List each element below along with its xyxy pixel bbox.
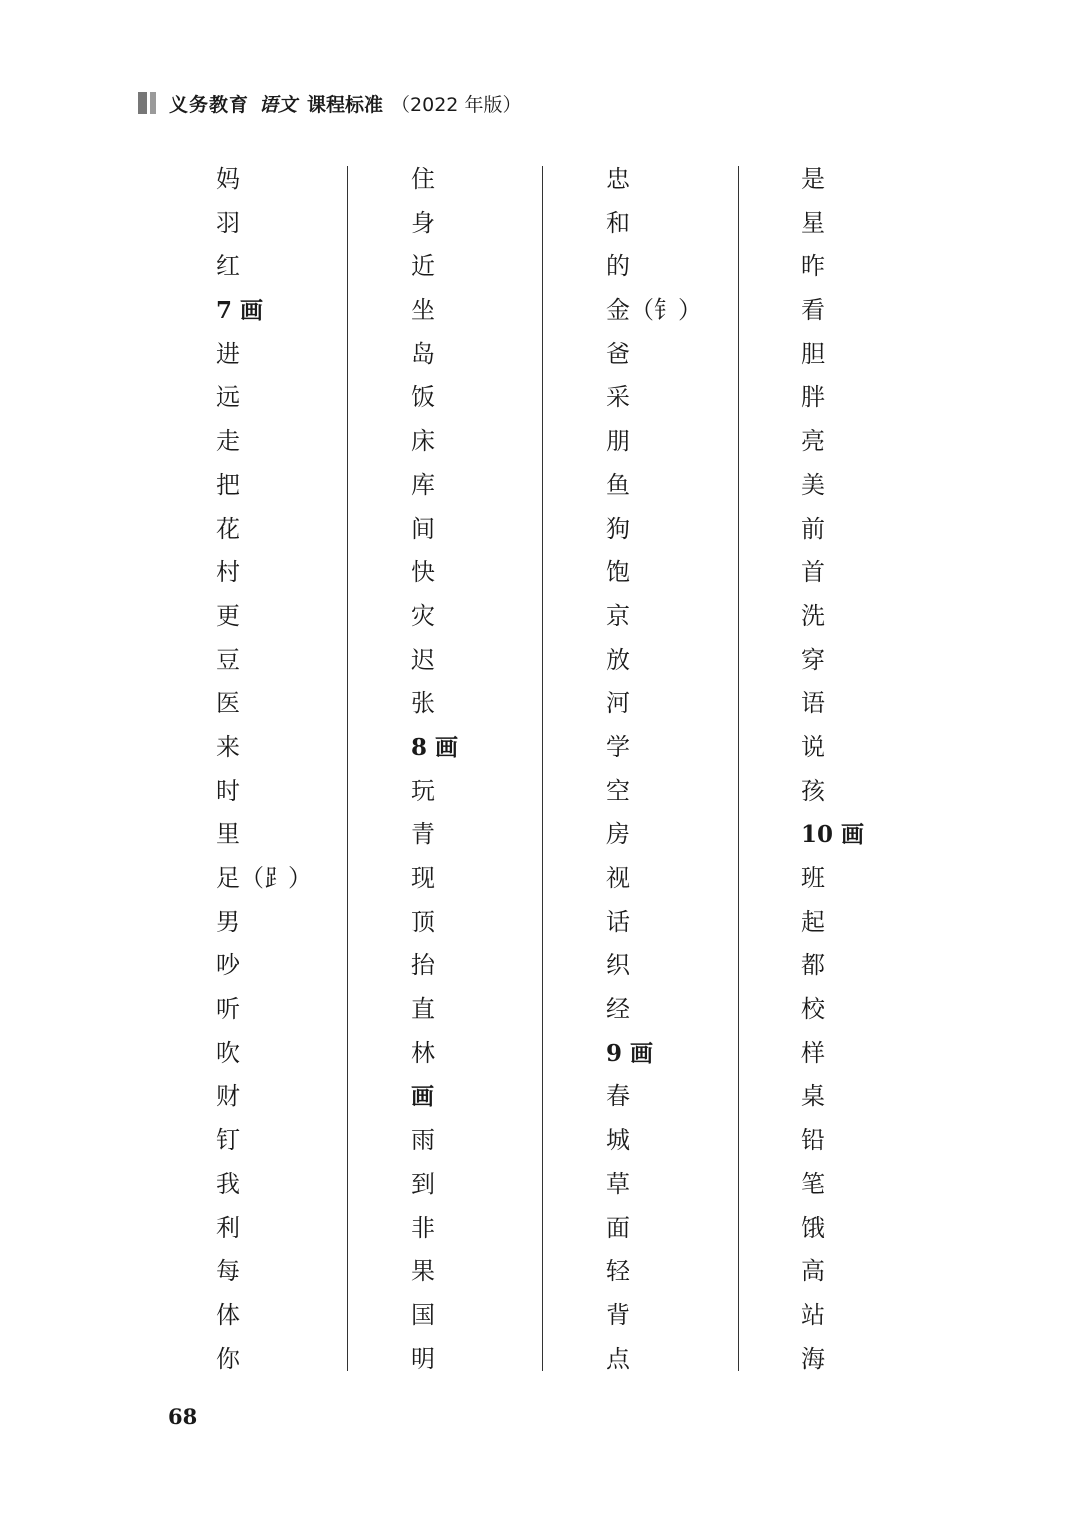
- character-entry: 爸: [606, 339, 630, 368]
- character-list: [150, 158, 990, 1378]
- character-entry: 我: [216, 1169, 240, 1198]
- character-column-4: [801, 158, 1001, 1381]
- header-standard: 课程标准: [307, 93, 384, 116]
- character-entry: 经: [606, 995, 630, 1024]
- character-entry: 体: [216, 1300, 240, 1329]
- stroke-count-heading: 9 画: [606, 1039, 654, 1067]
- character-entry: 首: [801, 558, 825, 587]
- character-entry: 胆: [801, 339, 825, 368]
- column-divider: [347, 166, 348, 1371]
- character-entry: 利: [216, 1213, 240, 1242]
- character-entry: 抬: [411, 951, 435, 980]
- character-entry: 红: [216, 252, 240, 281]
- header-bars-icon: [138, 92, 159, 114]
- character-entry: 房: [606, 820, 630, 849]
- character-entry: 吵: [216, 951, 240, 980]
- character-entry: 远: [216, 383, 240, 412]
- character-entry: 直: [411, 995, 435, 1024]
- character-entry: 快: [411, 558, 435, 587]
- character-entry: 来: [216, 732, 240, 761]
- character-entry: 库: [411, 470, 435, 499]
- character-entry: 财: [216, 1082, 240, 1111]
- character-entry: 桌: [801, 1082, 825, 1111]
- character-entry: 到: [411, 1169, 435, 1198]
- character-entry: 样: [801, 1038, 825, 1067]
- character-column-3: [606, 158, 806, 1381]
- character-entry: 前: [801, 514, 825, 543]
- character-entry: 村: [216, 558, 240, 587]
- character-entry: 采: [606, 383, 630, 412]
- character-entry: 校: [801, 995, 825, 1024]
- character-entry: 笔: [801, 1169, 825, 1198]
- page-number: 68: [168, 1404, 198, 1429]
- character-entry: 明: [411, 1344, 435, 1373]
- character-entry: 语: [801, 689, 825, 718]
- stroke-count-heading: 画: [411, 1083, 434, 1111]
- header-bar: [138, 92, 147, 114]
- header-edition: （2022 年版）: [391, 93, 522, 116]
- character-entry: 洗: [801, 601, 825, 630]
- header-bar: [150, 92, 156, 114]
- header-title: 义务教育: [169, 93, 250, 116]
- character-entry: 看: [801, 296, 825, 325]
- character-entry: 饱: [606, 558, 630, 587]
- character-entry: 美: [801, 470, 825, 499]
- character-entry: 孩: [801, 776, 825, 805]
- character-entry: 非: [411, 1213, 435, 1242]
- character-entry: 坐: [411, 296, 435, 325]
- running-header: [138, 88, 521, 118]
- character-entry: 织: [606, 951, 630, 980]
- character-entry: 说: [801, 732, 825, 761]
- character-entry: 羽: [216, 208, 240, 237]
- character-entry: 轻: [606, 1257, 630, 1286]
- character-column-2: [411, 158, 611, 1381]
- character-entry: 住: [411, 165, 435, 193]
- character-entry: 学: [606, 732, 630, 761]
- character-entry: 青: [411, 820, 435, 849]
- character-entry: 吹: [216, 1038, 240, 1067]
- character-entry: 间: [411, 514, 435, 543]
- character-column-1: [216, 158, 416, 1381]
- character-entry: 起: [801, 907, 825, 936]
- character-entry: 雨: [411, 1126, 435, 1155]
- character-entry: 走: [216, 427, 240, 456]
- character-entry: 胖: [801, 383, 825, 412]
- character-entry: 里: [216, 820, 240, 849]
- character-entry: 妈: [216, 165, 240, 193]
- character-entry: 视: [606, 864, 630, 892]
- stroke-count-heading: 8 画: [411, 733, 459, 761]
- character-entry: 朋: [606, 427, 630, 456]
- character-entry: 草: [606, 1169, 630, 1198]
- character-entry: 铅: [801, 1126, 825, 1155]
- character-entry: 床: [411, 427, 435, 456]
- character-entry: 男: [216, 907, 240, 936]
- character-entry: 班: [801, 864, 825, 892]
- character-entry: 听: [216, 995, 240, 1024]
- column-divider: [738, 166, 739, 1371]
- character-entry: 点: [606, 1344, 630, 1373]
- character-entry: 放: [606, 645, 630, 674]
- character-entry: 岛: [411, 339, 435, 368]
- character-entry: 花: [216, 514, 240, 543]
- character-entry: 穿: [801, 645, 825, 674]
- stroke-count-heading: 10 画: [801, 821, 865, 849]
- column-divider: [542, 166, 543, 1371]
- character-entry: 更: [216, 601, 240, 630]
- character-entry: 国: [411, 1300, 435, 1329]
- character-entry: 顶: [411, 907, 435, 936]
- stroke-count-heading: 7 画: [216, 297, 264, 325]
- character-entry: 现: [411, 864, 435, 892]
- character-entry: 时: [216, 776, 240, 805]
- character-entry: 忠: [606, 165, 630, 193]
- header-subject: 语文: [259, 93, 298, 116]
- character-entry: 京: [606, 601, 630, 630]
- character-entry: 春: [606, 1082, 630, 1111]
- character-entry: 张: [411, 689, 435, 718]
- character-entry: 鱼: [606, 470, 630, 499]
- character-entry: 林: [411, 1038, 435, 1067]
- character-entry: 玩: [411, 776, 435, 805]
- character-entry: 河: [606, 689, 630, 718]
- character-entry: 把: [216, 470, 240, 499]
- character-entry: 都: [801, 951, 825, 980]
- character-entry: 灾: [411, 601, 435, 630]
- character-entry: 每: [216, 1257, 240, 1286]
- character-entry: 是: [801, 165, 825, 193]
- character-entry: 和: [606, 208, 630, 237]
- character-entry: 医: [216, 689, 240, 718]
- character-entry: 亮: [801, 427, 825, 456]
- character-entry: 话: [606, 907, 630, 936]
- character-entry: 钉: [216, 1126, 240, 1155]
- character-entry: 进: [216, 339, 240, 368]
- character-entry: 海: [801, 1344, 825, 1373]
- character-entry: 足（⻊）: [216, 864, 312, 892]
- character-entry: 空: [606, 776, 630, 805]
- character-entry: 果: [411, 1257, 435, 1286]
- character-entry: 狗: [606, 514, 630, 543]
- character-entry: 你: [216, 1344, 240, 1373]
- character-entry: 迟: [411, 645, 435, 674]
- character-entry: 金（钅）: [606, 296, 702, 325]
- character-entry: 饿: [801, 1213, 825, 1242]
- character-entry: 近: [411, 252, 435, 281]
- character-entry: 身: [411, 208, 435, 237]
- character-entry: 高: [801, 1257, 825, 1286]
- character-entry: 饭: [411, 383, 435, 412]
- character-entry: 背: [606, 1300, 630, 1329]
- character-entry: 站: [801, 1300, 825, 1329]
- character-entry: 豆: [216, 645, 240, 674]
- character-entry: 城: [606, 1126, 630, 1155]
- character-entry: 星: [801, 208, 825, 237]
- character-entry: 面: [606, 1213, 630, 1242]
- character-entry: 昨: [801, 252, 825, 281]
- character-entry: 的: [606, 252, 630, 281]
